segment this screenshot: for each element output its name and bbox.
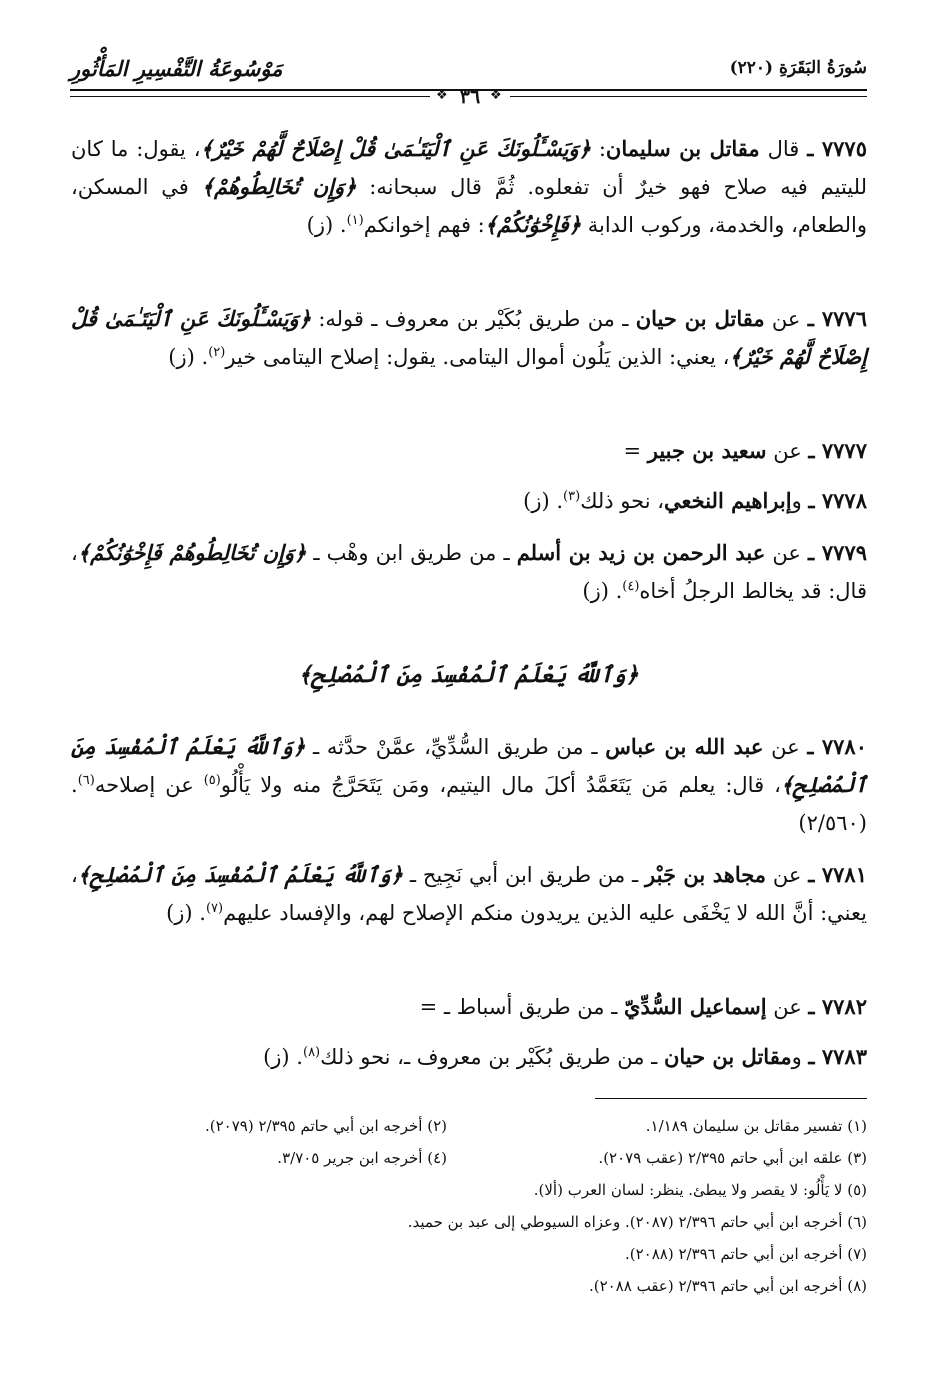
text: ، نحو ذلك xyxy=(580,489,665,513)
footnote-divider xyxy=(595,1098,867,1099)
footnote-4: (٤) أخرجه ابن جرير ٣/٧٠٥. xyxy=(277,1149,447,1167)
text: عن xyxy=(766,995,809,1019)
text: . (ز) xyxy=(523,489,564,513)
text: في المسكن، والطعام، والخدمة، وركوب الدابة xyxy=(71,175,867,237)
footnote-8: (٨) أخرجه ابن أبي حاتم ٢/٣٩٦ (عقب ٢٠٨٨). xyxy=(588,1277,867,1295)
text: ، يعني: الذين يَلُون أموال اليتامى. يقول: إصلاح اليتامى خير xyxy=(225,345,730,369)
verse-heading: ﴿وَٱللَّهُ يَعْلَمُ ٱلْمُفْسِدَ مِنَ ٱلْمُصْلِحِ﴾ xyxy=(298,662,639,688)
text: و xyxy=(791,489,809,513)
narrator-name: مقاتل بن حيان xyxy=(635,306,765,331)
text: ـ من طريق ابن أبي نَجِيح ـ xyxy=(403,863,646,887)
page-number: ٣٦ xyxy=(459,86,481,108)
narration-7775 xyxy=(71,130,867,244)
text: عن إصلاحه xyxy=(94,773,204,797)
text: ـ من طريق بُكَيْر بن معروف ـ قوله: xyxy=(311,307,636,331)
text: قال xyxy=(759,137,808,161)
text: ـ من طريق أسباط ـ = xyxy=(419,995,625,1019)
footnote-7: (٧) أخرجه ابن أبي حاتم ٢/٣٩٦ (٢٠٨٨). xyxy=(624,1245,867,1263)
header-rule-left xyxy=(70,96,430,97)
text: = xyxy=(623,439,648,463)
text: عن xyxy=(766,439,809,463)
text: ـ من طريق بُكَيْر بن معروف ـ، نحو ذلك xyxy=(320,1045,664,1069)
footnote-ref: (٦) xyxy=(77,773,95,788)
ornament-left-icon: ❖ xyxy=(436,88,448,103)
text: عن xyxy=(765,541,808,565)
text: ـ من طريق السُّدِّيِّ، عمَّنْ حدَّثه ـ xyxy=(305,735,606,759)
surah-header: سُورَةُ البَقَرَةِ (٢٢٠) xyxy=(729,58,867,78)
text: . (ز) xyxy=(582,579,623,603)
narration-number: ٧٧٨٠ ـ xyxy=(807,734,867,759)
text: ، يعني: أنَّ الله لا يَخْفَى عليه الذين يريدون منكم الإصلاح لهم، والإفساد عليهم xyxy=(71,863,867,925)
footnote-ref: (٣) xyxy=(563,489,581,504)
text: ، قال: يعلم مَن يَتَعَمَّدُ أكلَ مال اليتيم، ومَن يَتَحَرَّجُ منه ولا يَأْلُو xyxy=(220,773,781,797)
narration-7782 xyxy=(71,988,867,1026)
quran-quote: ﴿فَإِخْوَٰنُكُمْ﴾ xyxy=(484,212,582,237)
quran-quote: ﴿وَٱللَّهُ يَعْلَمُ ٱلْمُفْسِدَ مِنَ ٱلْمُصْلِحِ﴾ xyxy=(77,862,403,887)
text: . (٢/٥٦٠) xyxy=(71,773,867,835)
quran-quote: ﴿وَإِن تُخَالِطُوهُمْ﴾ xyxy=(201,174,357,199)
narration-number: ٧٧٧٦ ـ xyxy=(807,306,867,331)
narrator-name: سعيد بن جبير xyxy=(647,438,767,463)
narration-7783 xyxy=(71,1038,867,1076)
text: ، يقول: ما كان لليتيم فيه صلاح فهو خيرٌ أن تفعلوه. ثُمَّ قال سبحانه: xyxy=(71,137,867,199)
narrator-name: مجاهد بن جَبْر xyxy=(645,862,767,887)
footnote-ref: (٧) xyxy=(205,901,224,916)
footnote-5: (٥) لا يَأْلُو: لا يقصر ولا يبطئ. ينظر: لسان العرب (ألا). xyxy=(533,1181,867,1199)
footnote-3: (٣) علقه ابن أبي حاتم ٢/٣٩٥ (عقب ٢٠٧٩). xyxy=(598,1149,867,1167)
narrator-name: مقاتل بن حيان xyxy=(663,1044,792,1069)
narrator-name: مقاتل بن سليمان xyxy=(605,136,760,161)
quran-quote: ﴿وَيَسْـَٔلُونَكَ عَنِ ٱلْيَتَـٰمَىٰ قُلْ إِصْلَاحٌ لَّهُمْ خَيْرٌ﴾ xyxy=(71,306,867,369)
text: ـ من طريق ابن وهْب ـ xyxy=(306,541,517,565)
narrator-name: إبراهيم النخعي xyxy=(664,488,792,513)
narration-number: ٧٧٧٩ ـ xyxy=(807,540,868,565)
narration-number: ٧٧٧٨ ـ xyxy=(808,488,867,513)
text: . (ز) xyxy=(263,1045,303,1069)
text: عن xyxy=(764,307,808,331)
narration-7779 xyxy=(71,534,867,610)
text: عن xyxy=(766,863,809,887)
quran-quote: ﴿وَٱللَّهُ يَعْلَمُ ٱلْمُفْسِدَ مِنَ ٱلْمُصْلِحِ﴾ xyxy=(71,734,867,797)
narration-7778 xyxy=(71,482,867,520)
book-title: مَوْسُوعَةُ التَّفْسِيرِ المَأْثُورِ xyxy=(70,56,283,81)
narrator-name: إسماعيل السُّدِّيّ xyxy=(624,994,767,1019)
quran-quote: ﴿وَإِن تُخَالِطُوهُمْ فَإِخْوَٰنُكُمْ﴾ xyxy=(77,540,307,565)
narration-number: ٧٧٧٥ ـ xyxy=(807,136,867,161)
footnote-1: (١) تفسير مقاتل بن سليمان ١/١٨٩. xyxy=(645,1117,867,1135)
footnote-ref: (٤) xyxy=(622,579,640,594)
narration-number: ٧٧٨٣ ـ xyxy=(808,1044,867,1069)
text: و xyxy=(791,1045,809,1069)
quran-quote: ﴿وَيَسْـَٔلُونَكَ عَنِ ٱلْيَتَـٰمَىٰ قُلْ إِصْلَاحٌ لَّهُمْ خَيْرٌ﴾ xyxy=(200,136,591,161)
text: . (ز) xyxy=(166,901,206,925)
footnote-ref: (٨) xyxy=(302,1045,321,1060)
ornament-right-icon: ❖ xyxy=(490,88,502,103)
narration-number: ٧٧٨٢ ـ xyxy=(808,994,867,1019)
narration-7780 xyxy=(71,728,867,842)
footnote-ref: (١) xyxy=(346,213,364,228)
narrator-name: عبد الرحمن بن زيد بن أسلم xyxy=(516,540,766,565)
text: . (ز) xyxy=(168,345,209,369)
narration-7776 xyxy=(71,300,867,376)
text: : xyxy=(590,137,606,161)
narrator-name: عبد الله بن عباس xyxy=(605,734,764,759)
narration-number: ٧٧٧٧ ـ xyxy=(808,438,867,463)
footnote-ref: (٢) xyxy=(208,345,226,360)
footnote-ref: (٥) xyxy=(203,773,221,788)
narration-7781 xyxy=(71,856,867,932)
text: : فهم إخوانكم xyxy=(363,213,485,237)
text: ، قال: قد يخالط الرجلُ أخاه xyxy=(71,541,867,603)
footnote-2: (٢) أخرجه ابن أبي حاتم ٢/٣٩٥ (٢٠٧٩). xyxy=(204,1117,447,1135)
text: عن xyxy=(763,735,808,759)
header-rule-right xyxy=(510,96,867,97)
narration-7777 xyxy=(71,432,867,470)
text: . (ز) xyxy=(306,213,347,237)
narration-number: ٧٧٨١ ـ xyxy=(808,862,867,887)
footnote-6: (٦) أخرجه ابن أبي حاتم ٢/٣٩٦ (٢٠٨٧). وعزاه السيوطي إلى عبد بن حميد. xyxy=(407,1213,867,1231)
